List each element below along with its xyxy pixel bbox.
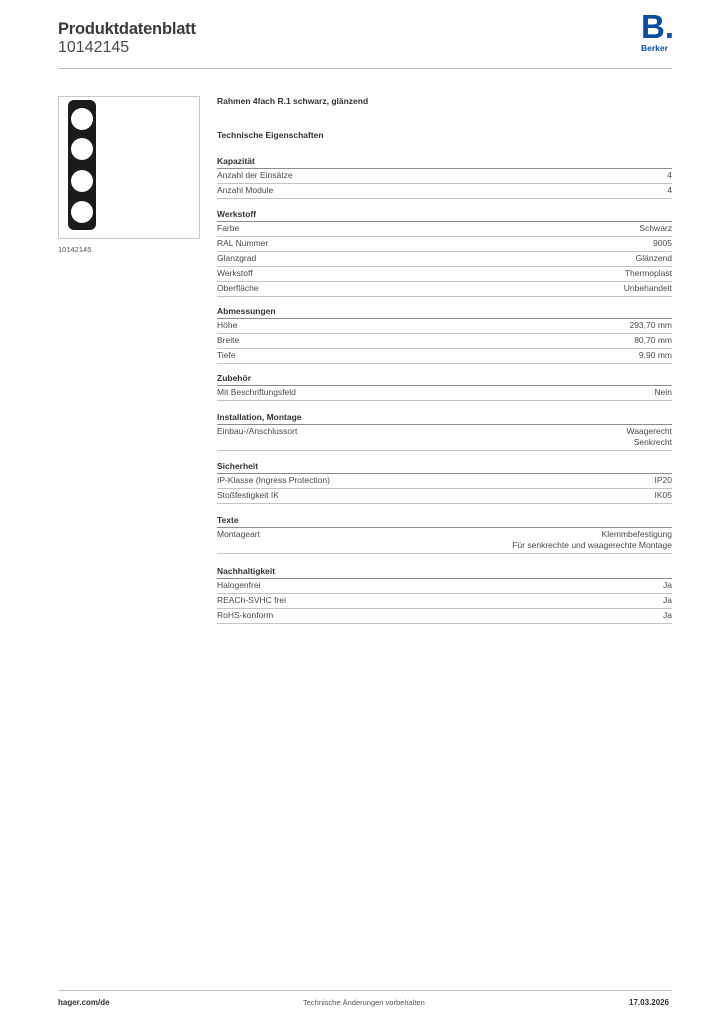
property-value: Schwarz bbox=[639, 223, 672, 233]
property-section bbox=[217, 155, 672, 199]
property-section bbox=[217, 372, 672, 401]
property-label: Montageart bbox=[217, 529, 260, 539]
section-title: Kapazität bbox=[217, 155, 672, 169]
property-value: Nein bbox=[654, 387, 672, 397]
property-row bbox=[217, 386, 672, 401]
property-values bbox=[655, 387, 672, 398]
section-title: Zubehör bbox=[217, 372, 672, 386]
section-title: Werkstoff bbox=[217, 208, 672, 222]
property-values bbox=[624, 283, 672, 294]
property-label: Einbau-/Anschlussort bbox=[217, 426, 298, 436]
property-values bbox=[667, 170, 672, 181]
article-number: 10142145 bbox=[58, 39, 130, 56]
property-value: 4 bbox=[667, 185, 672, 195]
property-value: Glänzend bbox=[635, 253, 672, 263]
property-values bbox=[639, 350, 672, 361]
product-name: Rahmen 4fach R.1 schwarz, glänzend bbox=[217, 96, 369, 106]
technical-properties-heading: Technische Eigenschaften bbox=[217, 130, 324, 140]
property-label: Mit Beschriftungsfeld bbox=[217, 387, 296, 397]
property-value: Klemmbefestigung bbox=[601, 529, 672, 539]
property-section bbox=[217, 208, 672, 297]
property-label: Höhe bbox=[217, 320, 238, 330]
product-image bbox=[58, 96, 200, 239]
property-values bbox=[667, 185, 672, 196]
property-row bbox=[217, 237, 672, 252]
property-row bbox=[217, 184, 672, 199]
property-label: Glanzgrad bbox=[217, 253, 257, 263]
logo-text: Berker bbox=[641, 43, 668, 53]
property-values bbox=[626, 426, 672, 448]
property-value: Senkrecht bbox=[633, 437, 672, 447]
footer-date: 17.03.2026 bbox=[629, 998, 670, 1007]
property-row bbox=[217, 594, 672, 609]
section-title: Texte bbox=[217, 514, 672, 528]
property-values bbox=[625, 268, 672, 279]
property-value: Thermoplast bbox=[624, 268, 672, 278]
property-label: Oberfläche bbox=[217, 283, 259, 293]
property-row bbox=[217, 425, 672, 451]
property-section bbox=[217, 411, 672, 451]
property-label: Anzahl Module bbox=[217, 185, 274, 195]
property-value: IK05 bbox=[654, 490, 672, 500]
property-label: RoHS-konform bbox=[217, 610, 274, 620]
property-row bbox=[217, 528, 672, 554]
property-label: Farbe bbox=[217, 223, 240, 233]
property-section bbox=[217, 305, 672, 364]
footer-divider bbox=[58, 990, 672, 991]
property-label: Breite bbox=[217, 335, 240, 345]
frame-4fold-icon bbox=[68, 100, 96, 230]
property-section bbox=[217, 514, 672, 554]
property-row bbox=[217, 222, 672, 237]
property-row bbox=[217, 169, 672, 184]
property-label: RAL Nummer bbox=[217, 238, 269, 248]
property-value: Ja bbox=[663, 595, 672, 605]
footer-notice: Technische Änderungen vorbehalten bbox=[303, 998, 425, 1007]
image-caption: 10142145 bbox=[58, 245, 92, 254]
property-values bbox=[655, 475, 673, 486]
property-label: Werkstoff bbox=[217, 268, 253, 278]
property-value: Ja bbox=[663, 580, 672, 590]
frame-opening bbox=[71, 170, 93, 192]
section-title: Abmessungen bbox=[217, 305, 672, 319]
section-title: Nachhaltigkeit bbox=[217, 565, 672, 579]
property-section bbox=[217, 565, 672, 624]
property-values bbox=[512, 529, 672, 551]
property-values bbox=[663, 580, 672, 591]
frame-opening bbox=[71, 138, 93, 160]
header-divider bbox=[58, 68, 672, 69]
property-value: Ja bbox=[663, 610, 672, 620]
property-values bbox=[663, 595, 672, 606]
property-row bbox=[217, 334, 672, 349]
property-row bbox=[217, 474, 672, 489]
property-values bbox=[653, 238, 672, 249]
document-title: Produktdatenblatt bbox=[58, 20, 196, 38]
property-values bbox=[634, 335, 672, 346]
berker-logo bbox=[641, 8, 675, 56]
property-values bbox=[663, 610, 672, 621]
property-value: 9,90 mm bbox=[638, 350, 672, 360]
property-values bbox=[629, 320, 672, 331]
property-section bbox=[217, 460, 672, 504]
property-value: Für senkrechte und waagerechte Montage bbox=[512, 540, 672, 550]
property-row bbox=[217, 267, 672, 282]
property-value: 80,70 mm bbox=[634, 335, 672, 345]
property-label: IP-Klasse (Ingress Protection) bbox=[217, 475, 330, 485]
property-row bbox=[217, 252, 672, 267]
footer-website: hager.com/de bbox=[58, 998, 110, 1007]
property-label: Stoßfestigkeit IK bbox=[217, 490, 279, 500]
property-value: 9005 bbox=[653, 238, 672, 248]
property-value: Waagerecht bbox=[626, 426, 672, 436]
property-row bbox=[217, 609, 672, 624]
frame-opening bbox=[71, 201, 93, 223]
property-label: Tiefe bbox=[217, 350, 236, 360]
property-row bbox=[217, 579, 672, 594]
property-value: IP20 bbox=[654, 475, 672, 485]
section-title: Sicherheit bbox=[217, 460, 672, 474]
section-title: Installation, Montage bbox=[217, 411, 672, 425]
property-value: Unbehandelt bbox=[623, 283, 672, 293]
property-value: 293,70 mm bbox=[629, 320, 672, 330]
frame-opening bbox=[71, 108, 93, 130]
logo-letter: B. bbox=[641, 8, 674, 45]
property-label: Anzahl der Einsätze bbox=[217, 170, 293, 180]
property-row bbox=[217, 319, 672, 334]
property-values bbox=[636, 253, 672, 264]
property-values bbox=[639, 223, 672, 234]
property-row bbox=[217, 282, 672, 297]
property-value: 4 bbox=[667, 170, 672, 180]
property-row bbox=[217, 489, 672, 504]
property-label: Halogenfrei bbox=[217, 580, 261, 590]
property-values bbox=[655, 490, 673, 501]
property-label: REACh-SVHC frei bbox=[217, 595, 286, 605]
property-row bbox=[217, 349, 672, 364]
